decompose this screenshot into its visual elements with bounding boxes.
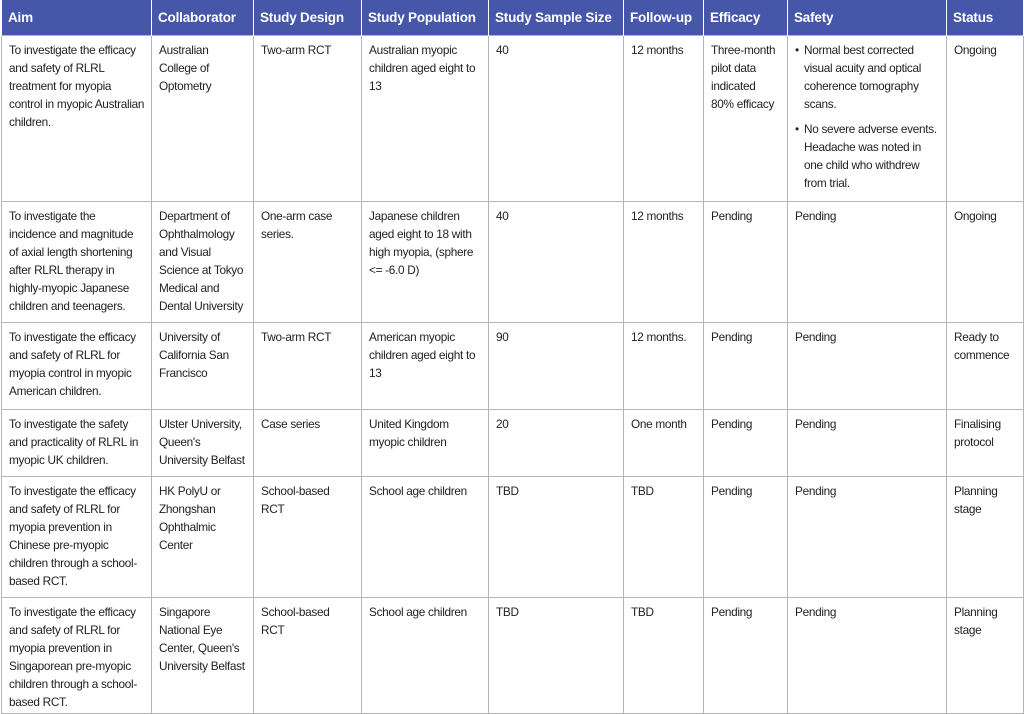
table-row xyxy=(2,36,1024,202)
efficacy-cell: Three-month pilot data indicated 80% efficacy xyxy=(704,36,788,202)
follow-up-cell: 12 months xyxy=(624,202,704,323)
collaborator-cell: HK PolyU or Zhongshan Ophthalmic Center xyxy=(152,477,254,598)
population-cell: United Kingdom myopic children xyxy=(362,410,489,477)
table-row xyxy=(2,598,1024,714)
design-cell: School-based RCT xyxy=(254,598,362,714)
sample-size-cell: 40 xyxy=(489,36,624,202)
collaborator-cell: Singapore National Eye Center, Queen's University Belfast xyxy=(152,598,254,714)
follow-up-cell: 12 months. xyxy=(624,323,704,410)
follow-up-cell: One month xyxy=(624,410,704,477)
design-cell: Case series xyxy=(254,410,362,477)
aim-cell: To investigate the incidence and magnitude of axial length shortening after RLRL therapy in highly-myopic Japanese children and teenagers. xyxy=(2,202,152,323)
sample-size-cell: TBD xyxy=(489,477,624,598)
header-study-sample-size: Study Sample Size xyxy=(489,0,624,36)
follow-up-cell: TBD xyxy=(624,477,704,598)
efficacy-cell: Pending xyxy=(704,323,788,410)
efficacy-cell: Pending xyxy=(704,477,788,598)
status-cell: Ongoing xyxy=(947,36,1024,202)
aim-cell: To investigate the safety and practicality of RLRL in myopic UK children. xyxy=(2,410,152,477)
header-study-design: Study Design xyxy=(254,0,362,36)
efficacy-cell: Pending xyxy=(704,598,788,714)
header-study-population: Study Population xyxy=(362,0,489,36)
studies-table xyxy=(1,0,1024,714)
collaborator-cell: Australian College of Optometry xyxy=(152,36,254,202)
safety-list-item: • No severe adverse events. Headache was noted in one child who withdrew from trial. xyxy=(804,120,940,192)
aim-cell: To investigate the efficacy and safety of RLRL for myopia control in myopic American children. xyxy=(2,323,152,410)
status-cell: Ongoing xyxy=(947,202,1024,323)
population-cell: Japanese children aged eight to 18 with high myopia, (sphere <= -6.0 D) xyxy=(362,202,489,323)
population-cell: School age children xyxy=(362,477,489,598)
sample-size-cell: TBD xyxy=(489,598,624,714)
header-row xyxy=(2,0,1024,36)
population-cell: Australian myopic children aged eight to 13 xyxy=(362,36,489,202)
aim-cell: To investigate the efficacy and safety of RLRL for myopia prevention in Chinese pre-myopic children through a school-based RCT. xyxy=(2,477,152,598)
table-row xyxy=(2,477,1024,598)
design-cell: Two-arm RCT xyxy=(254,36,362,202)
header-status: Status xyxy=(947,0,1024,36)
efficacy-cell: Pending xyxy=(704,410,788,477)
aim-cell: To investigate the efficacy and safety of RLRL for myopia prevention in Singaporean pre-myopic children through a school-based RCT. xyxy=(2,598,152,714)
safety-cell xyxy=(788,36,947,202)
table-row xyxy=(2,202,1024,323)
safety-cell: Pending xyxy=(788,598,947,714)
collaborator-cell: Ulster University, Queen's University Belfast xyxy=(152,410,254,477)
status-cell: Planning stage xyxy=(947,598,1024,714)
efficacy-cell: Pending xyxy=(704,202,788,323)
header-collaborator: Collaborator xyxy=(152,0,254,36)
safety-list xyxy=(795,41,940,192)
safety-list-item: • Normal best corrected visual acuity and optical coherence tomography scans. xyxy=(804,41,940,113)
safety-cell: Pending xyxy=(788,410,947,477)
follow-up-cell: 12 months xyxy=(624,36,704,202)
sample-size-cell: 90 xyxy=(489,323,624,410)
follow-up-cell: TBD xyxy=(624,598,704,714)
collaborator-cell: Department of Ophthalmology and Visual Science at Tokyo Medical and Dental University xyxy=(152,202,254,323)
header-safety: Safety xyxy=(788,0,947,36)
design-cell: School-based RCT xyxy=(254,477,362,598)
population-cell: School age children xyxy=(362,598,489,714)
sample-size-cell: 20 xyxy=(489,410,624,477)
header-follow-up: Follow-up xyxy=(624,0,704,36)
status-cell: Ready to commence xyxy=(947,323,1024,410)
table-row xyxy=(2,323,1024,410)
population-cell: American myopic children aged eight to 13 xyxy=(362,323,489,410)
status-cell: Planning stage xyxy=(947,477,1024,598)
safety-cell: Pending xyxy=(788,477,947,598)
design-cell: One-arm case series. xyxy=(254,202,362,323)
header-efficacy: Efficacy xyxy=(704,0,788,36)
sample-size-cell: 40 xyxy=(489,202,624,323)
table-row xyxy=(2,410,1024,477)
aim-cell: To investigate the efficacy and safety of RLRL treatment for myopia control in myopic Australian children. xyxy=(2,36,152,202)
safety-cell: Pending xyxy=(788,202,947,323)
collaborator-cell: University of California San Francisco xyxy=(152,323,254,410)
status-cell: Finalising protocol xyxy=(947,410,1024,477)
safety-cell: Pending xyxy=(788,323,947,410)
header-aim: Aim xyxy=(2,0,152,36)
design-cell: Two-arm RCT xyxy=(254,323,362,410)
